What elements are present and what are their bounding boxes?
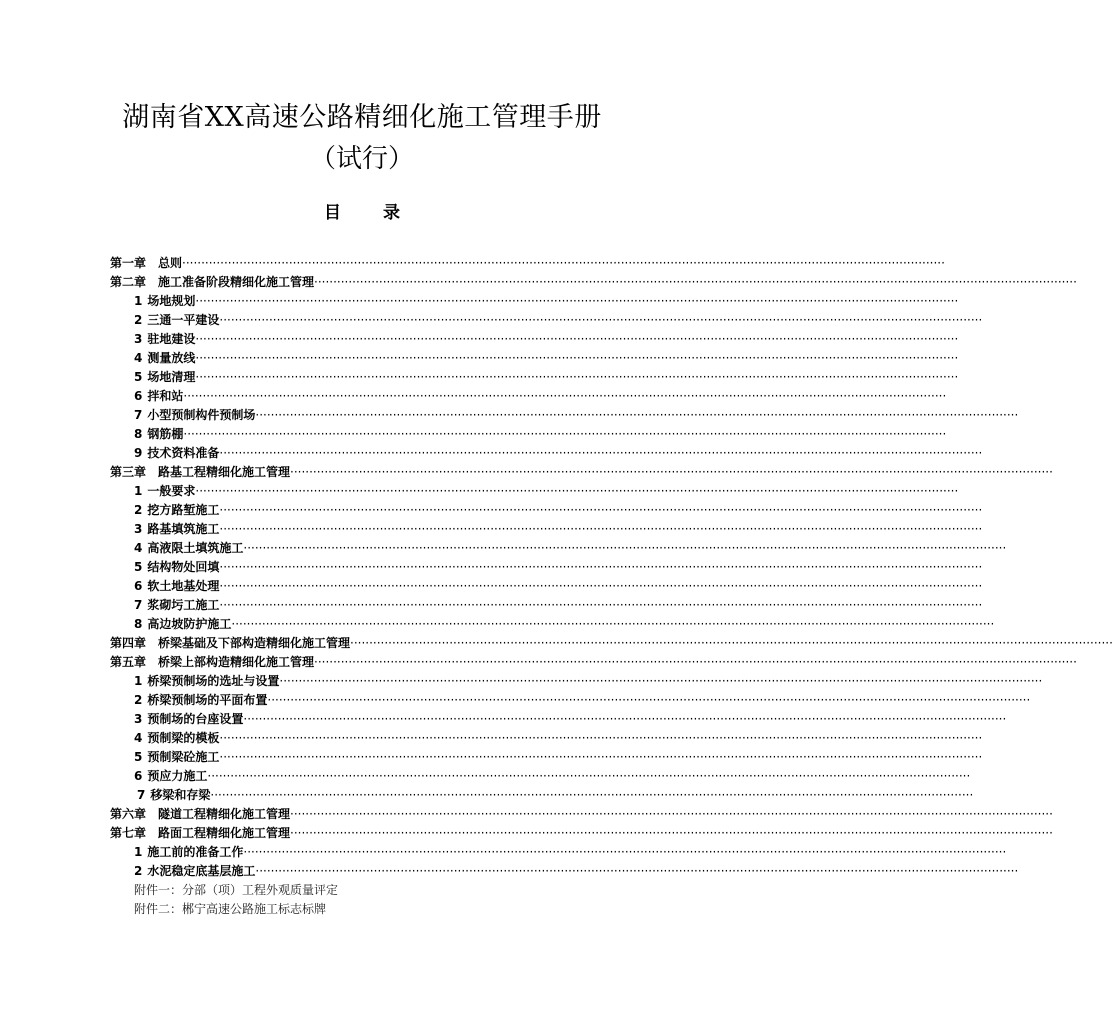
toc-leader-dots: ········································································································································································································ [219, 313, 983, 327]
toc-leader-dots: ········································································································································································································ [219, 750, 983, 764]
toc-leader-dots: ········································································································································································································ [290, 465, 1053, 479]
toc-entry-number: 第六章 [110, 807, 147, 821]
toc-chapter-entry[interactable] [110, 463, 1053, 482]
toc-entry-number: 第二章 [110, 275, 147, 289]
toc-entry-number: 6 [134, 769, 143, 783]
toc-entry-label: 结构物处回填 [147, 560, 220, 574]
toc-entry-label: 预制梁砼施工 [147, 750, 220, 764]
toc-entry-number: 第三章 [110, 465, 147, 479]
toc-leader-dots: ········································································································································································································ [243, 712, 1007, 726]
toc-leader-dots: ········································································································································································································ [290, 826, 1053, 840]
toc-entry-number: 7 [137, 788, 146, 802]
toc-entry-label: 钢筋棚 [147, 427, 184, 441]
toc-entry-number: 3 [134, 712, 143, 726]
toc-section-entry[interactable] [110, 862, 1019, 881]
toc-entry-label: 一般要求 [147, 484, 196, 498]
toc-leader-dots: ········································································································································································································ [219, 598, 983, 612]
toc-section-entry[interactable] [110, 406, 1019, 425]
toc-section-entry[interactable] [110, 444, 983, 463]
toc-entry-label: 浆砌圬工施工 [147, 598, 220, 612]
toc-leader-dots: ········································································································································································································ [195, 370, 959, 384]
toc-entry-label: 场地规划 [147, 294, 196, 308]
toc-entry-label: 场地清理 [147, 370, 196, 384]
toc-chapter-entry[interactable] [110, 653, 1077, 672]
toc-leader-dots: ········································································································································································································ [219, 579, 983, 593]
toc-section-entry[interactable] [110, 387, 947, 406]
document-title: 湖南省XX高速公路精细化施工管理手册 [122, 102, 602, 133]
toc-section-entry[interactable] [110, 330, 959, 349]
toc-leader-dots: ········································································································································································································ [219, 560, 983, 574]
toc-entry-label: 小型预制构件预制场 [147, 408, 256, 422]
toc-entry-label: 隧道工程精细化施工管理 [158, 807, 291, 821]
toc-entry-number: 6 [134, 579, 143, 593]
toc-leader-dots: ········································································································································································································ [183, 427, 947, 441]
toc-entry-label: 预应力施工 [147, 769, 208, 783]
toc-entry-number: 1 [134, 484, 143, 498]
toc-leader-dots: ········································································································································································································ [243, 845, 1007, 859]
toc-entry-label: 三通一平建设 [147, 313, 220, 327]
toc-chapter-entry[interactable] [110, 273, 1077, 292]
toc-section-entry[interactable] [110, 672, 1043, 691]
toc-entry-label: 技术资料准备 [147, 446, 220, 460]
toc-entry-label: 驻地建设 [147, 332, 196, 346]
toc-entry-number: 7 [134, 408, 143, 422]
toc-section-entry[interactable] [110, 539, 1007, 558]
toc-entry-label: 桥梁预制场的平面布置 [147, 693, 268, 707]
toc-entry-number: 5 [134, 560, 143, 574]
toc-appendix-entry[interactable]: 附件一：分部（项）工程外观质量评定 [134, 883, 339, 897]
toc-leader-dots: ········································································································································································································ [290, 807, 1053, 821]
toc-leader-dots: ········································································································································································································ [255, 864, 1019, 878]
toc-entry-label: 预制场的台座设置 [147, 712, 244, 726]
toc-section-entry[interactable] [110, 425, 947, 444]
toc-entry-number: 2 [134, 864, 143, 878]
toc-entry-number: 5 [134, 370, 143, 384]
toc-leader-dots: ········································································································································································································ [210, 788, 974, 802]
toc-leader-dots: ········································································································································································································ [195, 351, 959, 365]
toc-entry-number: 4 [134, 351, 143, 365]
toc-section-entry[interactable] [110, 482, 959, 501]
toc-heading: 目 录 [324, 203, 418, 223]
toc-chapter-entry[interactable] [110, 824, 1053, 843]
toc-entry-label: 施工前的准备工作 [147, 845, 244, 859]
toc-leader-dots: ········································································································································································································ [243, 541, 1007, 555]
toc-section-entry[interactable] [110, 691, 1031, 710]
toc-section-entry[interactable] [110, 615, 995, 634]
toc-entry-label: 路基填筑施工 [147, 522, 220, 536]
toc-entry-number: 第四章 [110, 636, 147, 650]
toc-leader-dots: ········································································································································································································ [219, 731, 983, 745]
toc-section-entry[interactable] [110, 520, 983, 539]
toc-leader-dots: ········································································································································································································ [314, 655, 1077, 669]
toc-entry-number: 8 [134, 617, 143, 631]
toc-entry-label: 施工准备阶段精细化施工管理 [158, 275, 315, 289]
toc-leader-dots: ········································································································································································································ [255, 408, 1019, 422]
toc-entry-label: 软土地基处理 [147, 579, 220, 593]
toc-section-entry[interactable] [110, 311, 983, 330]
toc-leader-dots: ········································································································································································································ [231, 617, 995, 631]
toc-entry-label: 路面工程精细化施工管理 [158, 826, 291, 840]
toc-entry-number: 1 [134, 845, 143, 859]
toc-section-entry[interactable] [110, 558, 983, 577]
toc-section-entry[interactable] [110, 843, 1007, 862]
toc-leader-dots: ········································································································································································································ [207, 769, 971, 783]
toc-entry-number: 2 [134, 313, 143, 327]
toc-chapter-entry[interactable] [110, 805, 1053, 824]
toc-chapter-entry[interactable] [110, 254, 945, 273]
toc-leader-dots: ········································································································································································································ [195, 294, 959, 308]
document-subtitle: （试行） [309, 144, 414, 174]
toc-section-entry[interactable] [110, 767, 971, 786]
toc-leader-dots: ········································································································································································································ [314, 275, 1077, 289]
toc-entry-number: 3 [134, 332, 143, 346]
toc-section-entry[interactable] [110, 501, 983, 520]
toc-entry-label: 高液限土填筑施工 [147, 541, 244, 555]
toc-chapter-entry[interactable] [110, 634, 1113, 653]
toc-entry-number: 4 [134, 541, 143, 555]
table-of-contents [110, 254, 1113, 919]
toc-leader-dots: ········································································································································································································ [183, 389, 947, 403]
toc-entry-label: 总则 [158, 256, 183, 270]
toc-entry-number: 9 [134, 446, 143, 460]
toc-leader-dots: ········································································································································································································ [182, 256, 945, 270]
toc-entry-label: 挖方路堑施工 [147, 503, 220, 517]
toc-entry-number: 7 [134, 598, 143, 612]
toc-section-entry[interactable] [110, 748, 983, 767]
toc-leader-dots: ········································································································································································································ [195, 484, 959, 498]
toc-section-entry[interactable] [110, 786, 974, 805]
toc-entry-number: 第五章 [110, 655, 147, 669]
toc-entry-number: 5 [134, 750, 143, 764]
toc-entry-number: 2 [134, 503, 143, 517]
toc-entry-label: 预制梁的模板 [147, 731, 220, 745]
toc-leader-dots: ········································································································································································································ [219, 446, 983, 460]
toc-entry-number: 3 [134, 522, 143, 536]
toc-entry-number: 1 [134, 674, 143, 688]
toc-entry-number: 第七章 [110, 826, 147, 840]
toc-entry-number: 4 [134, 731, 143, 745]
toc-leader-dots: ········································································································································································································ [195, 332, 959, 346]
toc-section-entry[interactable] [110, 349, 959, 368]
toc-entry-label: 高边坡防护施工 [147, 617, 232, 631]
toc-entry-label: 桥梁上部构造精细化施工管理 [158, 655, 315, 669]
toc-entry-label: 桥梁预制场的选址与设置 [147, 674, 280, 688]
toc-entry-number: 第一章 [110, 256, 147, 270]
toc-entry-number: 8 [134, 427, 143, 441]
toc-entry-label: 测量放线 [147, 351, 196, 365]
toc-entry-number: 6 [134, 389, 143, 403]
toc-entry-label: 拌和站 [147, 389, 184, 403]
toc-leader-dots: ········································································································································································································ [267, 693, 1031, 707]
toc-appendix-entry[interactable]: 附件二：郴宁高速公路施工标志标牌 [134, 902, 327, 916]
toc-section-entry[interactable] [110, 292, 959, 311]
toc-entry-number: 2 [134, 693, 143, 707]
toc-leader-dots: ········································································································································································································ [219, 503, 983, 517]
toc-entry-label: 水泥稳定底基层施工 [147, 864, 256, 878]
toc-entry-label: 桥梁基础及下部构造精细化施工管理 [158, 636, 351, 650]
toc-leader-dots: ········································································································································································································ [279, 674, 1043, 688]
toc-section-entry[interactable] [110, 368, 959, 387]
toc-section-entry[interactable] [110, 729, 983, 748]
toc-section-entry[interactable] [110, 596, 983, 615]
toc-leader-dots: ········································································································································································································ [219, 522, 983, 536]
toc-entry-number: 1 [134, 294, 143, 308]
toc-section-entry[interactable] [110, 577, 983, 596]
toc-entry-label: 移梁和存梁 [150, 788, 211, 802]
toc-section-entry[interactable] [110, 710, 1007, 729]
toc-entry-label: 路基工程精细化施工管理 [158, 465, 291, 479]
toc-leader-dots: ········································································································································································································ [350, 636, 1113, 650]
